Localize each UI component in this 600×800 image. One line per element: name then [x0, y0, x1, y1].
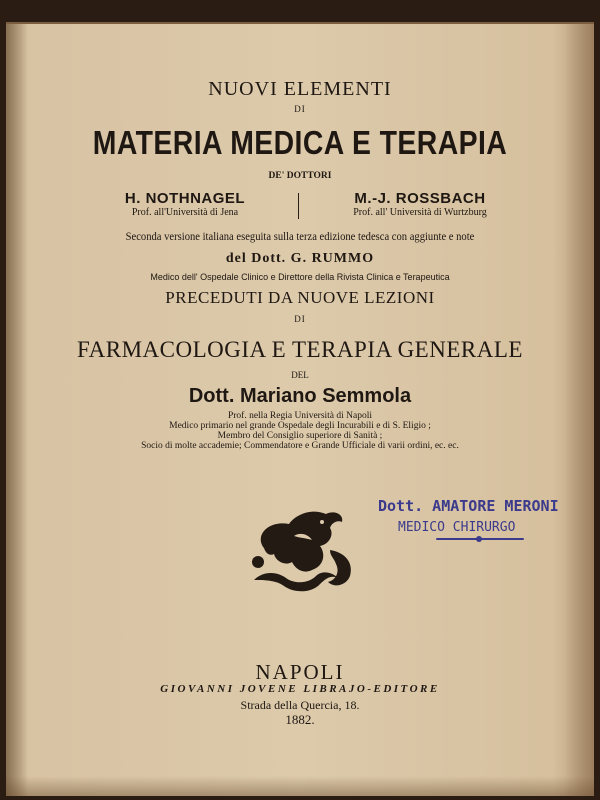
credential-line: Prof. nella Regia Università di Napoli [227, 411, 373, 421]
author-divider [298, 193, 299, 219]
preface-line: PRECEDUTI DA NUOVE LEZIONI [165, 288, 435, 307]
translator-name: del Dott. G. RUMMO [225, 251, 375, 266]
credential-line: Socio di molte accademie; Commendatore e Grande Ufficiale di varii ordini, ec. ec. [141, 441, 459, 451]
publisher-horse-emblem [234, 500, 374, 600]
author-name: M.-J. ROSSBACH [354, 190, 486, 207]
edition-note: Seconda versione italiana eseguita sulla terza edizione tedesca con aggiunte e note [125, 231, 475, 243]
author-name: H. NOTHNAGEL [124, 190, 246, 207]
imprint-city: NAPOLI [255, 660, 345, 684]
title-di: DI [294, 104, 306, 114]
title-line-1: NUOVI ELEMENTI [208, 78, 392, 100]
author-rossbach [310, 190, 530, 218]
author-affiliation: Prof. all'Università di Jena [131, 207, 239, 218]
owner-stamp [378, 497, 578, 540]
stamp-rule [436, 538, 524, 540]
stamp-owner-title: MEDICO CHIRURGO [398, 520, 516, 535]
author-nothnagel [80, 190, 290, 218]
imprint-address: Strada della Quercia, 18. [240, 698, 360, 712]
preface-di: DI [294, 314, 306, 324]
preface-del: DEL [291, 370, 309, 380]
stamp-owner-name: Dott. AMATORE MERONI [378, 497, 559, 515]
page-bottom-edge [6, 776, 594, 796]
authors-intro: DE' DOTTORI [268, 171, 332, 181]
author-affiliation: Prof. all' Università di Wurtzburg [353, 207, 487, 218]
preface-subject: FARMACOLOGIA E TERAPIA GENERALE [77, 337, 523, 362]
imprint-year: 1882. [285, 712, 315, 727]
credential-line: Membro del Consiglio superiore di Sanità ; [217, 431, 383, 441]
translator-role: Medico dell' Ospedale Clinico e Direttore della Rivista Clinica e Terapeutica [150, 272, 450, 282]
preface-author: Dott. Mariano Semmola [188, 385, 412, 407]
main-title: MATERIA MEDICA E TERAPIA [92, 124, 508, 161]
credential-line: Medico primario nel grande Ospedale degli Incurabili e di S. Eligio ; [169, 421, 431, 431]
imprint-publisher: GIOVANNI JOVENE LIBRAJO-EDITORE [160, 683, 440, 695]
